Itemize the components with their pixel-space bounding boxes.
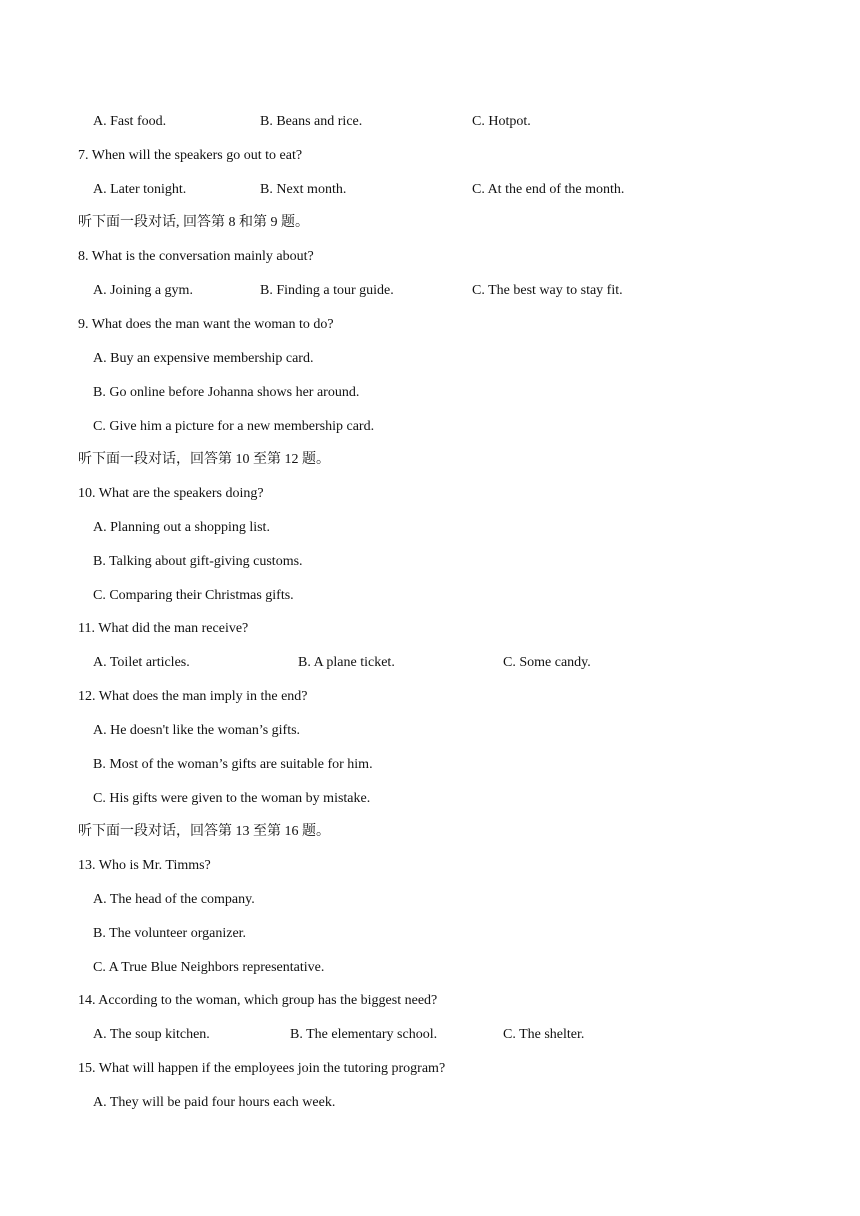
q13-option-b: B. The volunteer organizer. [93, 926, 247, 941]
q13-option-a: A. The head of the company. [93, 892, 255, 907]
q9-option-c: C. Give him a picture for a new membership card. [93, 419, 375, 434]
q7-option-c: C. At the end of the month. [472, 182, 625, 197]
q11-question: 11. What did the man receive? [78, 621, 249, 636]
q9-question: 9. What does the man want the woman to do? [78, 317, 334, 332]
q8-option-b: B. Finding a tour guide. [260, 283, 394, 298]
q14-option-c: C. The shelter. [503, 1027, 585, 1042]
q6-option-a: A. Fast food. [93, 114, 167, 129]
q7-option-a: A. Later tonight. [93, 182, 187, 197]
q10-question: 10. What are the speakers doing? [78, 486, 264, 501]
q13-question: 13. Who is Mr. Timms? [78, 858, 211, 873]
q9-option-b: B. Go online before Johanna shows her around. [93, 385, 360, 400]
q11-option-a: A. Toilet articles. [93, 655, 190, 670]
q7-question: 7. When will the speakers go out to eat? [78, 148, 303, 163]
section-heading-8-9: 听下面一段对话, 回答第 8 和第 9 题。 [78, 215, 309, 230]
q6-option-b: B. Beans and rice. [260, 114, 363, 129]
q10-option-b: B. Talking about gift-giving customs. [93, 554, 303, 569]
q12-option-b: B. Most of the woman’s gifts are suitable for him. [93, 757, 373, 772]
q11-option-c: C. Some candy. [503, 655, 591, 670]
q10-option-c: C. Comparing their Christmas gifts. [93, 588, 294, 603]
q14-option-b: B. The elementary school. [290, 1027, 438, 1042]
q8-option-a: A. Joining a gym. [93, 283, 193, 298]
q8-option-c: C. The best way to stay fit. [472, 283, 623, 298]
section-heading-13-16: 听下面一段对话，回答第 13 至第 16 题。 [78, 824, 330, 839]
q12-option-a: A. He doesn't like the woman’s gifts. [93, 723, 301, 738]
q15-question: 15. What will happen if the employees join the tutoring program? [78, 1061, 446, 1076]
q14-option-a: A. The soup kitchen. [93, 1027, 210, 1042]
q11-option-b: B. A plane ticket. [298, 655, 395, 670]
q8-question: 8. What is the conversation mainly about? [78, 249, 314, 264]
q7-option-b: B. Next month. [260, 182, 347, 197]
q9-option-a: A. Buy an expensive membership card. [93, 351, 314, 366]
q12-option-c: C. His gifts were given to the woman by mistake. [93, 791, 371, 806]
q15-option-a: A. They will be paid four hours each week. [93, 1095, 336, 1110]
section-heading-10-12: 听下面一段对话，回答第 10 至第 12 题。 [78, 452, 330, 467]
q12-question: 12. What does the man imply in the end? [78, 689, 308, 704]
q6-option-c: C. Hotpot. [472, 114, 531, 129]
q13-option-c: C. A True Blue Neighbors representative. [93, 960, 325, 975]
q10-option-a: A. Planning out a shopping list. [93, 520, 270, 535]
q14-question: 14. According to the woman, which group has the biggest need? [78, 993, 438, 1008]
